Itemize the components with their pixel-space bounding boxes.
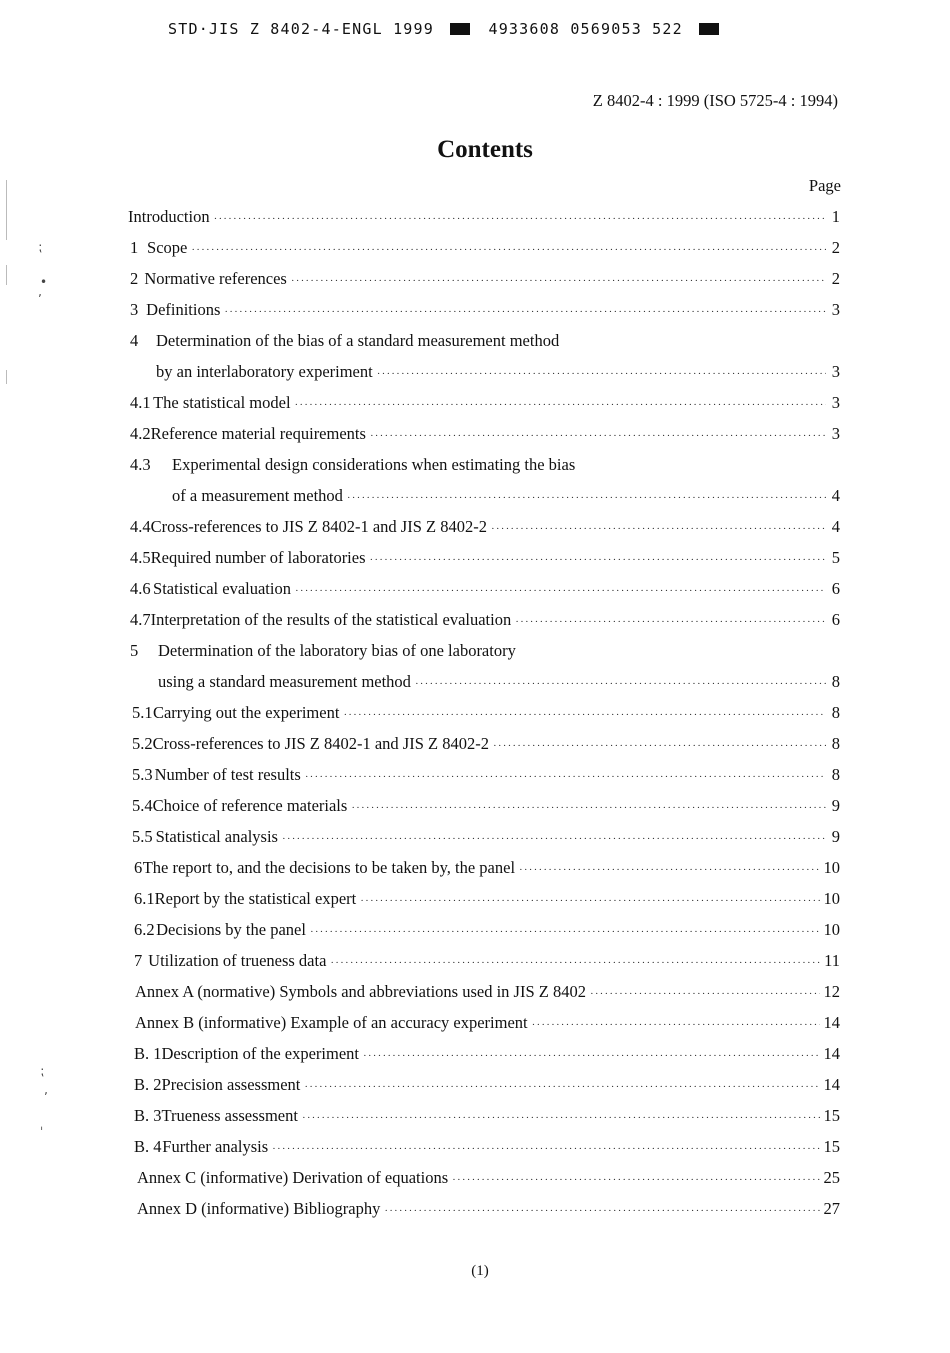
toc-entry: [0, 1100, 950, 1131]
toc-entry-title: Interpretation of the results of the statistical evaluation: [150, 610, 512, 629]
toc-entry-title: by an interlaboratory experiment: [156, 362, 373, 381]
toc-entry-number: 5.2: [132, 734, 153, 753]
toc-entry-page: 25: [823, 1168, 840, 1187]
toc-entry-title: Introduction: [128, 207, 210, 226]
toc-entry: [0, 821, 950, 852]
standard-reference: Z 8402-4 : 1999 (ISO 5725-4 : 1994): [592, 91, 838, 110]
toc-entry-title: Utilization of trueness data: [148, 951, 327, 970]
dot-leader: [191, 235, 826, 266]
document-code-header: [168, 20, 727, 38]
dot-leader: [370, 421, 826, 452]
scan-artifact: •: [40, 275, 48, 289]
toc-entry-title: Choice of reference materials: [152, 796, 348, 815]
dot-leader: [272, 1134, 819, 1165]
toc-entry: [0, 604, 950, 635]
toc-entry-number: 4.6: [130, 579, 151, 598]
toc-entry: [0, 542, 950, 573]
toc-entry: [0, 914, 950, 945]
toc-entry-title: Cross-references to JIS Z 8402-1 and JIS Z 8402-2: [152, 734, 489, 753]
toc-entry: [0, 1069, 950, 1100]
toc-entry: [0, 666, 950, 697]
toc-entry-title: Number of test results: [154, 765, 301, 784]
toc-entry-title: Cross-references to JIS Z 8402-1 and JIS Z 8402-2: [150, 517, 487, 536]
toc-entry: [0, 1007, 950, 1038]
dot-leader: [295, 576, 826, 607]
dot-leader: [384, 1196, 819, 1227]
toc-entry-page: 10: [823, 920, 840, 939]
document-code: STD·JIS Z 8402-4-ENGL 1999: [168, 20, 434, 38]
toc-entry: [0, 232, 950, 263]
toc-entry: [0, 263, 950, 294]
toc-entry: [0, 480, 950, 511]
scan-artifact: [6, 265, 7, 285]
toc-entry-title: Definitions: [146, 300, 221, 319]
toc-entry-title: The report to, and the decisions to be taken by, the panel: [142, 858, 516, 877]
toc-entry-number: 4.4: [130, 517, 151, 536]
toc-entry-page: 3: [831, 362, 840, 381]
page-column-label: Page: [808, 176, 841, 195]
dot-leader: [532, 1010, 820, 1041]
toc-entry-page: 10: [823, 889, 840, 908]
toc-entry: [0, 573, 950, 604]
toc-entry-page: 11: [824, 951, 840, 970]
toc-entry-number: 6.1: [134, 889, 155, 908]
toc-entry: [0, 790, 950, 821]
toc-entry-title: of a measurement method: [172, 486, 343, 505]
page-title: Contents: [437, 136, 533, 163]
toc-entry: [0, 1193, 950, 1224]
toc-entry-page: 3: [831, 393, 840, 412]
toc-entry-number: 4.5: [130, 548, 151, 567]
toc-entry-page: 14: [823, 1013, 840, 1032]
toc-entry: [0, 635, 950, 666]
toc-entry-number: 4: [130, 331, 139, 350]
toc-entry: [0, 697, 950, 728]
toc-entry-title: Trueness assessment: [161, 1106, 298, 1125]
dot-leader: [415, 669, 826, 700]
toc-entry-number: 7: [134, 951, 143, 970]
toc-entry-page: 27: [823, 1199, 840, 1218]
toc-entry-number: B. 4: [134, 1137, 162, 1156]
toc-entry: [0, 449, 950, 480]
toc-entry-title: Precision assessment: [161, 1075, 301, 1094]
toc-entry: [0, 883, 950, 914]
toc-entry-title: Statistical evaluation: [153, 579, 291, 598]
toc-entry-page: 8: [831, 703, 840, 722]
scan-artifact: [6, 370, 7, 384]
toc-entry-page: 9: [831, 796, 840, 815]
toc-entry-title: Annex C (informative) Derivation of equations: [137, 1168, 449, 1187]
toc-entry-number: 5.5: [132, 827, 153, 846]
toc-entry-page: 14: [823, 1044, 840, 1063]
toc-entry-title: Further analysis: [162, 1137, 269, 1156]
dot-leader: [310, 917, 820, 948]
toc-entry-number: 5.4: [132, 796, 153, 815]
toc-entry-number: 1: [130, 238, 139, 257]
toc-entry: [0, 852, 950, 883]
toc-entry-page: 15: [823, 1106, 840, 1125]
dot-leader: [370, 545, 826, 576]
toc-entry: [0, 759, 950, 790]
dot-leader: [515, 607, 826, 638]
toc-entry-number: 5: [130, 641, 139, 660]
scan-artifact: ⁏: [38, 240, 43, 254]
toc-entry-page: 8: [831, 765, 840, 784]
redaction-block: [450, 23, 470, 35]
toc-entry-number: 4.2: [130, 424, 151, 443]
dot-leader: [295, 390, 826, 421]
toc-entry-page: 14: [823, 1075, 840, 1094]
toc-entry-number: 6: [134, 858, 143, 877]
toc-entry-page: 12: [823, 982, 840, 1001]
toc-entry-title: Statistical analysis: [155, 827, 278, 846]
page-number: (1): [471, 1263, 489, 1279]
toc-entry-page: 8: [831, 734, 840, 753]
toc-entry-title: Annex B (informative) Example of an accuracy experiment: [135, 1013, 528, 1032]
redaction-block: [699, 23, 719, 35]
toc-entry-page: 15: [823, 1137, 840, 1156]
toc-entry: [0, 1162, 950, 1193]
toc-entry: [0, 728, 950, 759]
dot-leader: [351, 793, 826, 824]
dot-leader: [302, 1103, 820, 1134]
dot-leader: [214, 204, 826, 235]
dot-leader: [291, 266, 826, 297]
dot-leader: [305, 762, 826, 793]
dot-leader: [304, 1072, 819, 1103]
toc-entry-page: 3: [831, 424, 840, 443]
toc-entry-number: 3: [130, 300, 139, 319]
toc-entry-number: 6.2: [134, 920, 155, 939]
toc-entry-title: Required number of laboratories: [150, 548, 366, 567]
toc-entry: [0, 511, 950, 542]
scan-artifact: ʼ: [44, 1090, 48, 1104]
dot-leader: [491, 514, 826, 545]
toc-entry: [0, 945, 950, 976]
toc-entry: [0, 325, 950, 356]
scan-artifact: [6, 180, 7, 240]
toc-entry-title: Scope: [147, 238, 188, 257]
toc-entry-title: Experimental design considerations when estimating the bias: [172, 455, 576, 474]
toc-entry-page: 9: [831, 827, 840, 846]
toc-entry-page: 6: [831, 610, 840, 629]
toc-entry-page: 8: [831, 672, 840, 691]
toc-entry: [0, 387, 950, 418]
dot-leader: [363, 1041, 820, 1072]
dot-leader: [452, 1165, 819, 1196]
toc-entry-number: 5.1: [132, 703, 153, 722]
dot-leader: [519, 855, 819, 886]
toc-entry-title: Annex D (informative) Bibliography: [137, 1199, 381, 1218]
scan-artifact: ⁏: [40, 1064, 45, 1078]
toc-entry-number: 5.3: [132, 765, 153, 784]
toc-entry-page: 3: [831, 300, 840, 319]
dot-leader: [377, 359, 826, 390]
toc-entry-number: B. 1: [134, 1044, 162, 1063]
dot-leader: [347, 483, 826, 514]
toc-entry: [0, 294, 950, 325]
toc-entry-number: B. 2: [134, 1075, 162, 1094]
toc-entry-title: Report by the statistical expert: [154, 889, 357, 908]
toc-entry-title: Description of the experiment: [161, 1044, 359, 1063]
toc-entry-title: Decisions by the panel: [156, 920, 306, 939]
toc-entry-title: Annex A (normative) Symbols and abbreviations used in JIS Z 8402: [135, 982, 586, 1001]
dot-leader: [590, 979, 820, 1010]
toc-entry-number: 4.7: [130, 610, 151, 629]
toc-entry-title: Determination of the bias of a standard measurement method: [156, 331, 560, 350]
toc-entry-page: 2: [831, 269, 840, 288]
dot-leader: [282, 824, 826, 855]
toc-entry: [0, 418, 950, 449]
toc-entry-title: The statistical model: [153, 393, 291, 412]
toc-entry-number: 4.3: [130, 455, 151, 474]
toc-entry-title: Carrying out the experiment: [152, 703, 340, 722]
toc-entry: [0, 1131, 950, 1162]
toc-entry-number: 4.1: [130, 393, 151, 412]
toc-entry-number: 2: [130, 269, 139, 288]
dot-leader: [360, 886, 819, 917]
toc-entry-title: Determination of the laboratory bias of one laboratory: [158, 641, 516, 660]
toc-entry: [0, 356, 950, 387]
toc-entry-page: 6: [831, 579, 840, 598]
scan-artifact: ˌ: [40, 1117, 44, 1131]
dot-leader: [224, 297, 826, 328]
dot-leader: [330, 948, 820, 979]
toc-entry: [0, 1038, 950, 1069]
toc-entry-title: Reference material requirements: [150, 424, 366, 443]
scan-artifact: ʼ: [38, 292, 42, 306]
toc-entry-page: 4: [831, 486, 840, 505]
document-serial: 4933608 0569053 522: [488, 20, 683, 38]
toc-entry-page: 4: [831, 517, 840, 536]
toc-entry: [0, 976, 950, 1007]
toc-entry-number: B. 3: [134, 1106, 162, 1125]
dot-leader: [493, 731, 826, 762]
toc-entry-page: 2: [831, 238, 840, 257]
toc-entry: [0, 201, 950, 232]
toc-entry-page: 1: [831, 207, 840, 226]
toc-entry-page: 5: [831, 548, 840, 567]
toc-entry-page: 10: [823, 858, 840, 877]
toc-entry-title: Normative references: [144, 269, 287, 288]
dot-leader: [343, 700, 826, 731]
toc-entry-title: using a standard measurement method: [158, 672, 411, 691]
table-of-contents: [0, 201, 950, 1224]
